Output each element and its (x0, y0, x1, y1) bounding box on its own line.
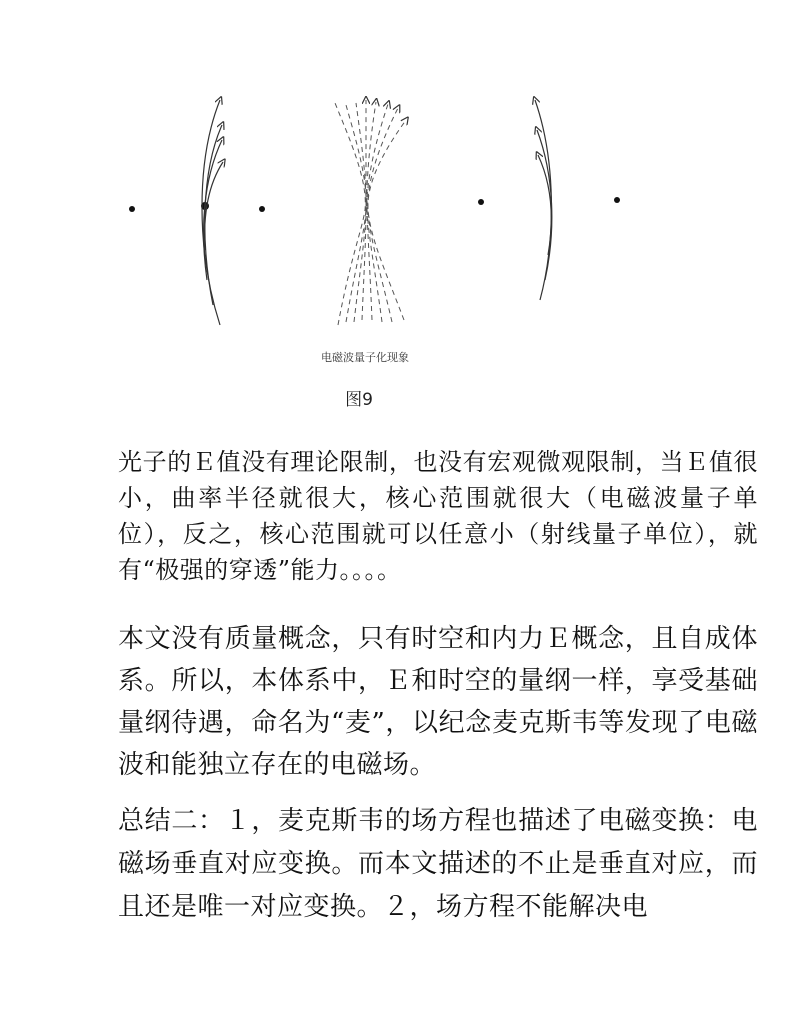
figure-caption: 电磁波量子化现象 (321, 351, 409, 364)
point-charge (614, 197, 620, 203)
right-field-lines (535, 100, 552, 300)
figure-electromagnetic-wave-quantization (0, 0, 800, 420)
left-field-lines (202, 100, 223, 325)
paragraph: 总结二：１，麦克斯韦的场方程也描述了电磁变换：电磁场垂直对应变换。而本文描述的不止是垂直对应，而且还是唯一对应变换。２，场方程不能解决电 (118, 806, 758, 922)
point-charge (478, 199, 484, 205)
point-charge (129, 206, 135, 212)
center-dashed-field-lines (335, 100, 406, 325)
field-lines-diagram (0, 0, 800, 345)
paragraph: 本文没有质量概念，只有时空和内力Ｅ概念，且自成体系。所以，本体系中，Ｅ和时空的量纲一样，享受基础量纲待遇，命名为“麦”，以纪念麦克斯韦等发现了电磁波和能独立存在的电磁场。 (118, 624, 758, 780)
point-charge (259, 206, 265, 212)
paragraph: 光子的Ｅ值没有理论限制，也没有宏观微观限制，当Ｅ值很小，曲率半径就很大，核心范围就很大（电磁波量子单位），反之，核心范围就可以任意小（射线量子单位），就有“极强的穿透”能力。。。。 (118, 448, 758, 584)
figure-label: 图9 (345, 390, 373, 410)
